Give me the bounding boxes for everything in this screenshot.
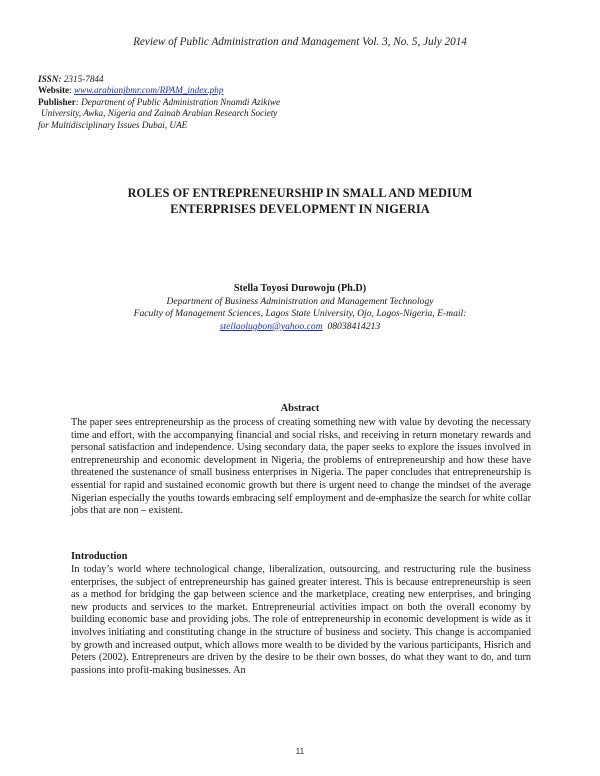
journal-meta xyxy=(38,74,338,131)
page-number: 11 xyxy=(295,746,305,756)
publisher-text-1: : Department of Public Administration Nnamdi Azikiwe xyxy=(75,96,281,107)
issn-line xyxy=(38,74,338,85)
author-email-link[interactable]: stellaolugbon@yahoo.com xyxy=(219,320,323,332)
abstract-text: The paper sees entrepreneurship as the process of creating something new with value by devoting the necessary time and effort, with the accompanying financial and social risks, and receiving in return monetary rewards and personal satisfaction and independence. Using secondary data, the paper seeks to explore the issues involved in entrepreneurship and economic development in Nigeria, the problems of entrepreneurship and how these have threatened the sustenance of small business enterprises in Nigeria. The paper concludes that entrepreneurship is essential for rapid and sustained economic growth but there is urgent need to change the mindset of the average Nigerian especially the youths towards embracing self employment and de-emphasize the search for white collar jobs that are non – existent. xyxy=(71,417,531,517)
issn-label: ISSN: xyxy=(38,74,62,84)
website-separator: : xyxy=(69,85,74,96)
paper-title-line-1: ROLES OF ENTREPRENEURSHIP IN SMALL AND MEDIUM xyxy=(127,186,473,200)
author-block xyxy=(60,283,540,333)
introduction-text: In today’s world where technological change, liberalization, outsourcing, and restructuring rule the business enterprises, the subject of entrepreneurship has gained greater interest. This is because entrepreneurship is seen as a method for bridging the gap between science and the marketplace, creating new enterprises, and bringing new products and services to the market. Entrepreneurial activities impact on both the overall economy by building economic base and providing jobs. The role of entrepreneurship in economic development is wide as it involves initiating and constituting change in the structure of business and society. This change is accompanied by growth and increased output, which allows more wealth to be divided by the various participants, Hisrich and Peters (2002). Entrepreneurs are driven by the desire to be their own bosses, do what they want to do, and turn passions into profit-making businesses. An xyxy=(71,564,531,676)
issn-value: 2315-7844 xyxy=(63,74,104,84)
publisher-text-2: University, Awka, Nigeria and Zainab Arabian Research Society xyxy=(41,108,278,119)
author-affiliation-1: Department of Business Administration and Management Technology xyxy=(166,295,434,307)
introduction-heading: Introduction xyxy=(71,551,128,562)
running-head: Review of Public Administration and Management Vol. 3, No. 5, July 2014 xyxy=(133,36,467,48)
paper-title-line-2: ENTERPRISES DEVELOPMENT IN NIGERIA xyxy=(170,202,430,216)
author-name: Stella Toyosi Durowoju (Ph.D) xyxy=(233,283,367,294)
website-label: Website xyxy=(38,85,70,96)
author-affiliation-2: Faculty of Management Sciences, Lagos State University, Ojo, Lagos-Nigeria, E-mail: xyxy=(133,308,467,320)
author-phone: 08038414213 xyxy=(327,320,381,332)
abstract-heading: Abstract xyxy=(280,403,320,414)
website-line xyxy=(38,85,338,96)
publisher-line xyxy=(38,97,338,108)
paper-title xyxy=(60,185,540,217)
author-contact xyxy=(60,321,540,334)
publisher-label: Publisher xyxy=(38,96,76,107)
website-link[interactable]: www.arabianjbmr.com/RPAM_index.php xyxy=(74,85,224,96)
publisher-text-3: for Multidisciplinary Issues Dubai, UAE xyxy=(38,119,188,130)
